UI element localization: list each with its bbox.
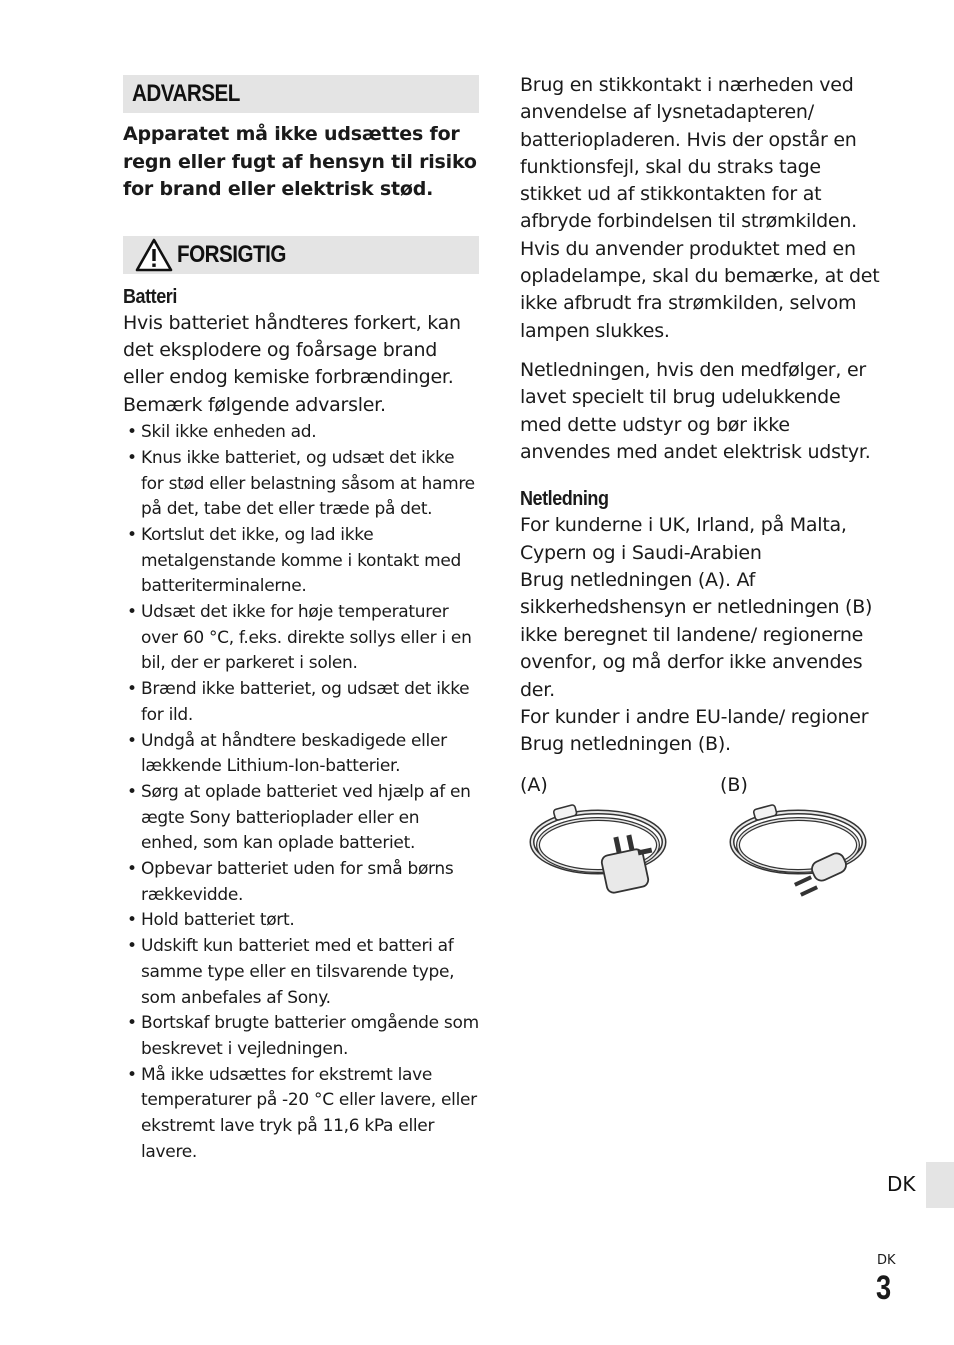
bullet-item: • Bortskaf brugte batterier omgående som beskrevet i vejledningen. <box>123 1011 479 1062</box>
warning-triangle-icon <box>135 238 173 272</box>
power-cord-figures <box>520 773 880 923</box>
footer-language: DK <box>877 1253 896 1268</box>
side-tab-label: DK <box>887 1172 916 1196</box>
right-column <box>520 72 880 923</box>
advarsel-banner <box>123 75 479 113</box>
netledning-instruction-a: Brug netledningen (A). Af sikkerhedshensyn er netledningen (B) ikke beregnet til landene/ regionerne ovenfor, og må derfor ikke anvendes der. <box>520 568 873 701</box>
uk-plug-cord-icon <box>520 797 680 907</box>
bullet-item: • Hold batteriet tørt. <box>123 908 479 934</box>
cord-a-figure <box>520 773 680 911</box>
bullet-item: • Brænd ikke batteriet, og udsæt det ikke for ild. <box>123 677 479 728</box>
bullet-item: • Må ikke udsættes for ekstremt lave temperaturer på -20 °C eller lavere, eller ekstremt lave tryk på 11,6 kPa eller lavere. <box>123 1063 479 1166</box>
bullet-item: • Kortslut det ikke, og lad ikke metalgenstande komme i kontakt med batteriterminalerne. <box>123 523 479 600</box>
batteri-bullet-list <box>123 420 479 1165</box>
left-column <box>123 75 479 1166</box>
cord-b-figure <box>720 773 880 911</box>
bullet-item: • Udsæt det ikke for høje temperaturer over 60 °C, f.eks. direkte sollys eller i en bil, der er parkeret i solen. <box>123 600 479 677</box>
bullet-item: • Sørg at oplade batteriet ved hjælp af en ægte Sony batterioplader eller en enhed, som kan oplade batteriet. <box>123 780 479 857</box>
batteri-intro: Hvis batteriet håndteres forkert, kan det eksplodere og foårsage brand eller endog kemiske forbrændinger. Bemærk følgende advarsler. <box>123 311 461 416</box>
bullet-item: • Udskift kun batteriet med et batteri af samme type eller en tilsvarende type, som anbefales af Sony. <box>123 934 479 1011</box>
bullet-item: • Knus ikke batteriet, og udsæt det ikke for stød eller belastning såsom at hamre på det, tabe det eller træde på det. <box>123 446 479 523</box>
cord-a-label: (A) <box>520 773 548 796</box>
bullet-item: • Opbevar batteriet uden for små børns rækkevidde. <box>123 857 479 908</box>
advarsel-text: Apparatet må ikke udsættes for regn eller fugt af hensyn til risiko for brand eller elektrisk stød. <box>123 123 477 200</box>
netledning-customers-uk: For kunderne i UK, Irland, på Malta, Cypern og i Saudi-Arabien <box>520 514 847 564</box>
page-number: 3 <box>876 1269 892 1307</box>
bullet-item: • Undgå at håndtere beskadigede eller lækkende Lithium-Ion-batterier. <box>123 729 479 780</box>
forsigtig-banner <box>123 236 479 274</box>
forsigtig-title: FORSIGTIG <box>177 240 286 268</box>
cord-b-label: (B) <box>720 773 748 796</box>
power-outlet-paragraph: Brug en stikkontakt i nærheden ved anvendelse af lysnetadapteren/ batteriopladeren. Hvis der opstår en funktionsfejl, skal du straks tage stikket ud af stikkontakten for at afbryde forbindelsen til strømkilden. Hvis du anvender produktet med en opladelampe, skal du bemærke, at det ikke afbrudt fra strømkilden, selvom lampen slukkes. <box>520 74 880 342</box>
netledning-customers-eu: For kunder i andre EU-lande/ regioner <box>520 706 869 728</box>
batteri-heading: Batteri <box>123 285 177 308</box>
power-cord-paragraph: Netledningen, hvis den medfølger, er lavet specielt til brug udelukkende med dette udstyr og bør ikke anvendes med andet elektrisk udstyr. <box>520 358 871 463</box>
netledning-heading: Netledning <box>520 488 609 511</box>
side-tab <box>926 1162 954 1208</box>
advarsel-title: ADVARSEL <box>132 80 240 107</box>
netledning-instruction-b: Brug netledningen (B). <box>520 733 731 756</box>
eu-plug-cord-icon <box>720 797 880 907</box>
bullet-item: • Skil ikke enheden ad. <box>123 420 479 446</box>
